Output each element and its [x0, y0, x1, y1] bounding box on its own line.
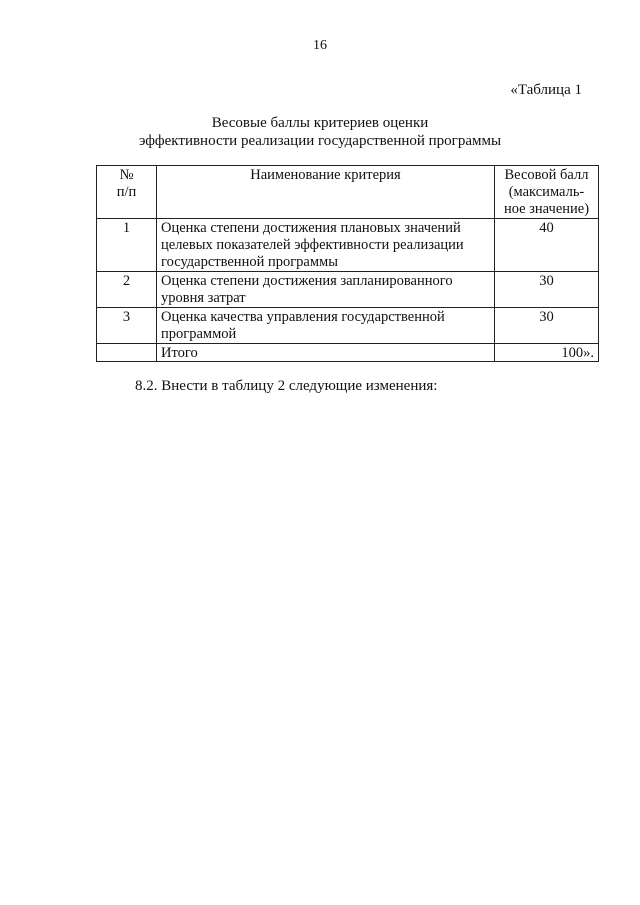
table-total-row [97, 344, 599, 362]
row-criterion-name: Оценка степени достижения плановых значений целевых показателей эффективности реализации государственной программы [157, 219, 495, 272]
header-weight-score-line-1: Весовой балл [504, 167, 589, 183]
header-weight-score-line-2: (максималь- [508, 184, 585, 200]
criteria-table [96, 165, 599, 362]
header-number [97, 166, 157, 219]
header-number-line-2: п/п [116, 184, 137, 200]
header-weight-score-line-3: ное значение) [503, 201, 590, 217]
table-title-line-2: эффективности реализации государственной программы [138, 133, 502, 149]
header-criterion-name-text: Наименование критерия [250, 167, 401, 183]
row-weight-score: 30 [495, 308, 599, 344]
table-header-row [97, 166, 599, 219]
row-number: 3 [97, 308, 157, 344]
table-title-line-1: Весовые баллы критериев оценки [211, 115, 429, 131]
row-weight-score: 40 [495, 219, 599, 272]
header-criterion-name [157, 166, 495, 219]
table-row [97, 219, 599, 272]
table-title [0, 114, 640, 150]
row-number: 2 [97, 272, 157, 308]
row-weight-score: 30 [495, 272, 599, 308]
header-weight-score [495, 166, 599, 219]
row-criterion-name: Оценка качества управления государственной программой [157, 308, 495, 344]
total-label: Итого [157, 344, 495, 362]
row-criterion-name: Оценка степени достижения запланированного уровня затрат [157, 272, 495, 308]
table-label: «Таблица 1 [510, 82, 582, 98]
table-row [97, 272, 599, 308]
table-row [97, 308, 599, 344]
instruction-text: 8.2. Внести в таблицу 2 следующие изменения: [135, 378, 438, 394]
total-number-empty [97, 344, 157, 362]
page-number: 16 [313, 38, 327, 53]
total-score: 100». [495, 344, 599, 362]
header-number-line-1: № [119, 167, 134, 183]
row-number: 1 [97, 219, 157, 272]
